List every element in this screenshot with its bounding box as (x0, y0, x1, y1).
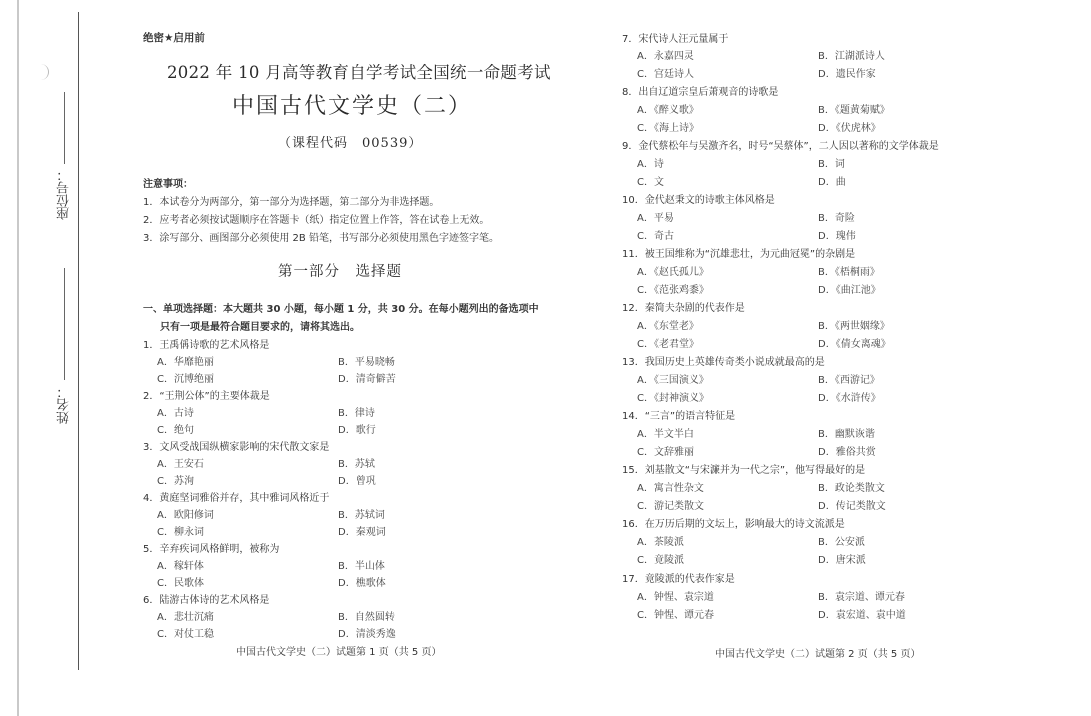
option-d[interactable]: D．雅俗共赏 (818, 447, 876, 458)
question-stem: 11．被王国维称为“沉雄悲壮，为元曲冠冕”的杂剧是 (622, 249, 856, 260)
option-c[interactable]: C．柳永词 (157, 527, 204, 538)
option-c[interactable]: C．钟惺、谭元春 (637, 610, 714, 621)
option-d[interactable]: D．袁宏道、袁中道 (818, 610, 906, 621)
course-code: （课程代码 00539） (278, 136, 423, 151)
question-stem: 17．竟陵派的代表作家是 (622, 574, 735, 585)
option-c[interactable]: C．奇古 (637, 231, 674, 242)
subject-title: 中国古代文学史（二） (232, 94, 473, 119)
option-a[interactable]: A．半文半白 (637, 429, 694, 440)
question-stem: 3．文风受战国纵横家影响的宋代散文家是 (143, 442, 330, 453)
option-d[interactable]: D．唐宋派 (818, 555, 866, 566)
option-a[interactable]: A．诗 (637, 159, 664, 170)
question-stem: 2．“王荆公体”的主要体裁是 (143, 391, 270, 402)
option-c[interactable]: C．对仗工稳 (157, 629, 214, 640)
option-c[interactable]: C．苏洵 (157, 476, 194, 487)
option-d[interactable]: D．清淡秀逸 (338, 629, 396, 640)
option-a[interactable]: A．茶陵派 (637, 537, 684, 548)
binding-line (78, 12, 79, 670)
option-a[interactable]: A．钟惺、袁宗道 (637, 592, 714, 603)
question-stem: 13．我国历史上英雄传奇类小说成就最高的是 (622, 357, 825, 368)
question-stem: 5．辛弃疾词风格鲜明，被称为 (143, 544, 280, 555)
question-stem: 7．宋代诗人汪元量属于 (622, 34, 729, 45)
option-c[interactable]: C．游记类散文 (637, 501, 704, 512)
option-c[interactable]: C．绝句 (157, 425, 194, 436)
fold-line (17, 0, 19, 716)
option-d[interactable]: D．樵歌体 (338, 578, 386, 589)
option-c[interactable]: C．文 (637, 177, 664, 188)
option-b[interactable]: B．《两世姻缘》 (818, 321, 890, 332)
option-a[interactable]: A．平易 (637, 213, 674, 224)
option-d[interactable]: D．《倩女离魂》 (818, 339, 891, 350)
option-a[interactable]: A．《东堂老》 (637, 321, 699, 332)
option-c[interactable]: C．宫廷诗人 (637, 69, 694, 80)
option-d[interactable]: D．传记类散文 (818, 501, 886, 512)
option-d[interactable]: D．秦观词 (338, 527, 386, 538)
option-b[interactable]: B．公安派 (818, 537, 865, 548)
option-a[interactable]: A．稼轩体 (157, 561, 204, 572)
question-stem: 8．出自辽道宗皇后萧观音的诗歌是 (622, 87, 779, 98)
section-instruction: 只有一项是最符合题目要求的，请将其选出。 (160, 322, 360, 333)
page2-footer: 中国古代文学史（二）试题第 2 页（共 5 页） (715, 649, 921, 660)
option-a[interactable]: A．王安石 (157, 459, 204, 470)
notice-item: 3．涂写部分、画图部分必须使用 2B 铅笔，书写部分必须使用黑色字迹签字笔。 (143, 233, 499, 244)
option-c[interactable]: C．《封神演义》 (637, 393, 709, 404)
option-b[interactable]: B．律诗 (338, 408, 375, 419)
option-b[interactable]: B．苏轼词 (338, 510, 385, 521)
option-d[interactable]: D．《伏虎林》 (818, 123, 881, 134)
question-stem: 14．“三言”的语言特征是 (622, 411, 736, 422)
question-stem: 16．在万历后期的文坛上，影响最大的诗文流派是 (622, 519, 845, 530)
exam-title: 2022 年 10 月高等教育自学考试全国统一命题考试 (167, 63, 551, 82)
question-stem: 10．金代赵秉文的诗歌主体风格是 (622, 195, 775, 206)
seat-number-blank[interactable] (64, 92, 65, 164)
option-c[interactable]: C．文辞雅丽 (637, 447, 694, 458)
option-c[interactable]: C．《范张鸡黍》 (637, 285, 709, 296)
option-d[interactable]: D．《曲江池》 (818, 285, 881, 296)
option-a[interactable]: A．寓言性杂文 (637, 483, 704, 494)
option-c[interactable]: C．民歌体 (157, 578, 204, 589)
option-b[interactable]: B．《西游记》 (818, 375, 880, 386)
option-b[interactable]: B．江湖派诗人 (818, 51, 885, 62)
section-instruction: 一、单项选择题：本大题共 30 小题，每小题 1 分，共 30 分。在每小题列出的备选项中 (143, 304, 539, 315)
part-title: 第一部分 选择题 (278, 264, 402, 280)
option-c[interactable]: C．《海上诗》 (637, 123, 699, 134)
question-stem: 4．黄庭坚词雅俗并存，其中雅词风格近于 (143, 493, 330, 504)
option-a[interactable]: A．《三国演义》 (637, 375, 709, 386)
option-c[interactable]: C．竟陵派 (637, 555, 684, 566)
question-stem: 12．秦简夫杂剧的代表作是 (622, 303, 745, 314)
option-d[interactable]: D．遗民作家 (818, 69, 876, 80)
question-stem: 15．刘基散文“与宋濂并为一代之宗”，他写得最好的是 (622, 465, 866, 476)
option-b[interactable]: B．平易晓畅 (338, 357, 395, 368)
question-stem: 1．王禹偁诗歌的艺术风格是 (143, 340, 270, 351)
option-a[interactable]: A．欧阳修词 (157, 510, 214, 521)
confidential-label: 绝密★启用前 (143, 32, 205, 44)
option-b[interactable]: B．幽默诙谐 (818, 429, 875, 440)
option-d[interactable]: D．歌行 (338, 425, 376, 436)
question-stem: 9．金代蔡松年与吴激齐名，时号“吴蔡体”，二人因以著称的文学体裁是 (622, 141, 939, 152)
option-b[interactable]: B．词 (818, 159, 845, 170)
option-d[interactable]: D．曾巩 (338, 476, 376, 487)
page1-footer: 中国古代文学史（二）试题第 1 页（共 5 页） (236, 647, 442, 658)
option-a[interactable]: A．古诗 (157, 408, 194, 419)
option-c[interactable]: C．沉博绝丽 (157, 374, 214, 385)
name-label: 姓名： (57, 385, 72, 424)
option-d[interactable]: D．曲 (818, 177, 846, 188)
option-b[interactable]: B．半山体 (338, 561, 385, 572)
notice-heading: 注意事项： (143, 179, 193, 190)
option-a[interactable]: A．《赵氏孤儿》 (637, 267, 709, 278)
option-b[interactable]: B．袁宗道、谭元春 (818, 592, 905, 603)
option-b[interactable]: B．政论类散文 (818, 483, 885, 494)
notice-item: 2．应考者必须按试题顺序在答题卡（纸）指定位置上作答，答在试卷上无效。 (143, 215, 490, 226)
option-a[interactable]: A．《醉义歌》 (637, 105, 699, 116)
option-a[interactable]: A．华靡艳丽 (157, 357, 214, 368)
option-d[interactable]: D．瑰伟 (818, 231, 856, 242)
option-a[interactable]: A．永嘉四灵 (637, 51, 694, 62)
option-b[interactable]: B．自然圆转 (338, 612, 395, 623)
option-b[interactable]: B．奇险 (818, 213, 855, 224)
option-b[interactable]: B．苏轼 (338, 459, 375, 470)
option-c[interactable]: C．《老君堂》 (637, 339, 699, 350)
option-d[interactable]: D．《水浒传》 (818, 393, 881, 404)
option-b[interactable]: B．《题黄菊赋》 (818, 105, 890, 116)
notice-item: 1．本试卷分为两部分，第一部分为选择题，第二部分为非选择题。 (143, 197, 440, 208)
option-d[interactable]: D．清奇僻苦 (338, 374, 396, 385)
seat-number-label: 座位号： (57, 168, 72, 220)
question-stem: 6．陆游古体诗的艺术风格是 (143, 595, 270, 606)
punch-hole-mark (38, 64, 49, 80)
name-blank[interactable] (64, 268, 65, 380)
option-b[interactable]: B．《梧桐雨》 (818, 267, 880, 278)
option-a[interactable]: A．悲壮沉痛 (157, 612, 214, 623)
